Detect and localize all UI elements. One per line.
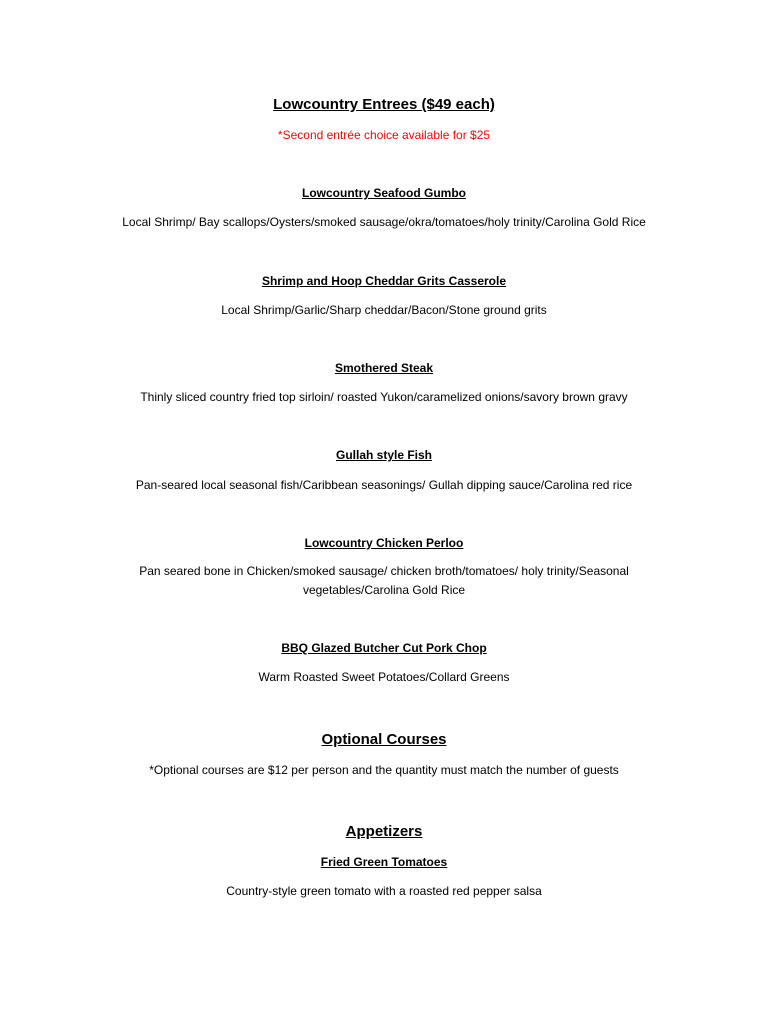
second-entree-note: *Second entrée choice available for $25 [277, 128, 491, 142]
entree-description-grits-casserole: Local Shrimp/Garlic/Sharp cheddar/Bacon/Stone ground grits [221, 303, 547, 317]
entree-description-smothered-steak: Thinly sliced country fried top sirloin/ roasted Yukon/caramelized onions/savory brown gravy [140, 390, 628, 404]
entree-title-grits-casserole: Shrimp and Hoop Cheddar Grits Casserole [261, 274, 507, 288]
optional-courses-note: *Optional courses are $12 per person and the quantity must match the number of guests [149, 763, 619, 777]
entree-description-gumbo: Local Shrimp/ Bay scallops/Oysters/smoked sausage/okra/tomatoes/holy trinity/Carolina Gold Rice [122, 215, 646, 229]
entree-title-chicken-perloo: Lowcountry Chicken Perloo [304, 536, 464, 550]
entree-description-gullah-fish: Pan-seared local seasonal fish/Caribbean seasonings/ Gullah dipping sauce/Carolina red rice [135, 478, 633, 492]
entree-title-gullah-fish: Gullah style Fish [335, 448, 433, 462]
entree-title-gumbo: Lowcountry Seafood Gumbo [302, 186, 466, 200]
entree-description-chicken-perloo: Pan seared bone in Chicken/smoked sausage/ chicken broth/tomatoes/ holy trinity/Seasonal vegetables/Carolina Gold Rice [139, 564, 629, 597]
entree-description-pork-chop: Warm Roasted Sweet Potatoes/Collard Greens [258, 670, 510, 684]
appetizers-title: Appetizers [345, 823, 423, 840]
entree-title-smothered-steak: Smothered Steak [334, 361, 434, 375]
optional-courses-title: Optional Courses [321, 731, 447, 748]
entree-title-pork-chop: BBQ Glazed Butcher Cut Pork Chop [281, 641, 487, 655]
entrees-title: Lowcountry Entrees ($49 each) [273, 96, 495, 113]
appetizer-title-fried-green-tomatoes: Fried Green Tomatoes [320, 855, 448, 869]
appetizer-description-fried-green-tomatoes: Country-style green tomato with a roasted red pepper salsa [226, 884, 542, 898]
